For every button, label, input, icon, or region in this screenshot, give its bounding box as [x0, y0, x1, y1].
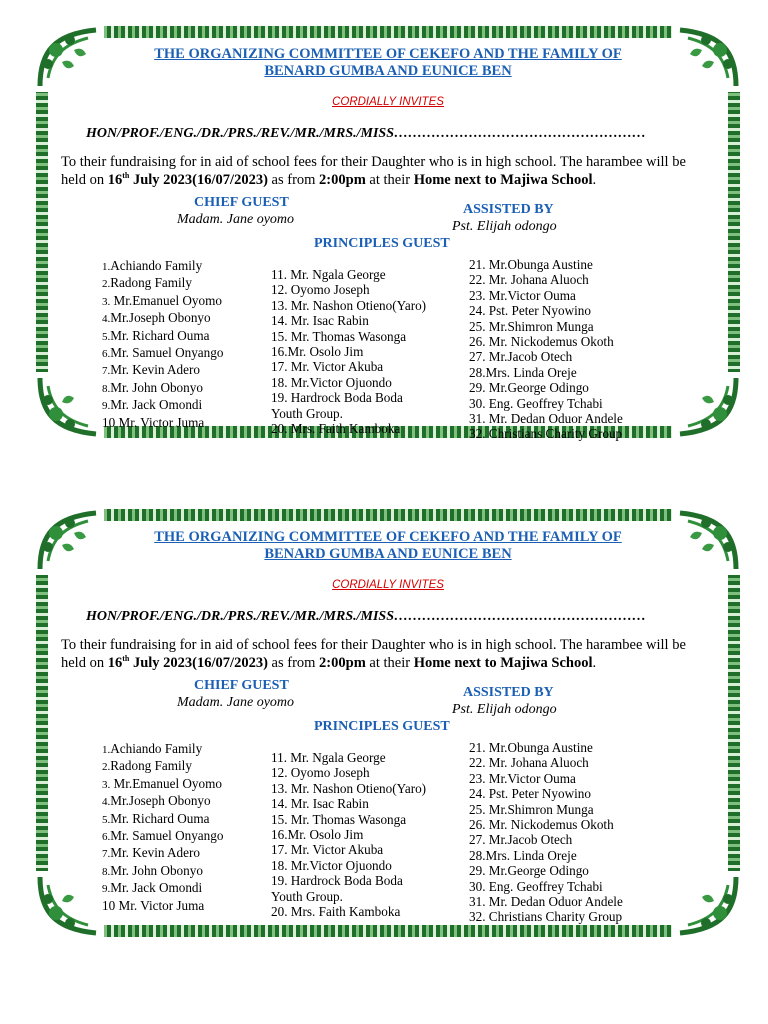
- invitation-card-2: [34, 505, 742, 941]
- guest-item: 11. Mr. Ngala George: [271, 267, 386, 282]
- guest-number: 5.: [102, 813, 111, 826]
- guest-number: 9.: [102, 883, 111, 896]
- principles-guest-label: PRINCIPLES GUEST: [314, 236, 450, 251]
- guest-number: 5.: [102, 330, 111, 343]
- body-text-1: To their fundraising for in aid of school fees for their Daughter who is in high school. The harambee will be held on: [61, 154, 686, 188]
- invitation-body: [61, 156, 702, 187]
- date-suffix: th: [122, 654, 130, 663]
- assisted-by-name: Pst. Elijah odongo: [452, 219, 557, 234]
- guest-item: 28.Mrs. Linda Oreje: [469, 364, 577, 380]
- invitation-title: [114, 46, 662, 80]
- guest-item: 18. Mr.Victor Ojuondo: [271, 857, 392, 873]
- guest-item: [102, 380, 223, 397]
- guest-item: 28.Mrs. Linda Oreje: [469, 847, 577, 863]
- corner-ornament-icon: [672, 871, 742, 941]
- chief-guest-label: CHIEF GUEST: [194, 195, 289, 210]
- guest-number: 9.: [102, 400, 111, 413]
- guest-item: [102, 415, 223, 432]
- guest-item: 22. Mr. Johana Aluoch: [469, 272, 589, 288]
- guest-name: Mr. Kevin Adero: [110, 362, 200, 378]
- guest-item: [102, 776, 223, 793]
- guest-item: [102, 828, 223, 845]
- guest-name: 10 Mr. Victor Juma: [102, 414, 205, 430]
- guest-item: [102, 898, 223, 915]
- guest-number: 3.: [102, 778, 111, 791]
- guest-item: 18. Mr.Victor Ojuondo: [271, 374, 392, 390]
- guest-item: 12. Oyomo Joseph: [271, 765, 370, 781]
- guest-number: 2.: [102, 278, 111, 291]
- guest-list-column-2: [271, 267, 436, 436]
- guest-name: Mr. John Obonyo: [110, 862, 203, 878]
- guest-item: 23. Mr.Victor Ouma: [469, 770, 576, 786]
- guest-name: Mr.Joseph Obonyo: [110, 310, 211, 326]
- guest-item: 13. Mr. Nashon Otieno(Yaro): [271, 780, 427, 796]
- event-venue: Home next to Majiwa School: [413, 655, 593, 671]
- guest-item: [102, 793, 223, 810]
- salutation-line: HON/PROF./ENG./DR./PRS./REV./MR./MRS./MISS………………………………………………: [86, 126, 646, 141]
- chief-guest-label: CHIEF GUEST: [194, 678, 289, 693]
- guest-item: 11. Mr. Ngala George: [271, 750, 386, 765]
- guest-item: 29. Mr.George Odingo: [469, 380, 589, 396]
- guest-name: Mr. John Obonyo: [110, 379, 203, 395]
- corner-ornament-icon: [34, 372, 104, 442]
- guest-item: 26. Mr. Nickodemus Okoth: [469, 334, 614, 350]
- chief-guest-name: Madam. Jane oyomo: [177, 212, 295, 227]
- guest-item: 21. Mr.Obunga Austine: [469, 740, 593, 755]
- guest-item: [102, 845, 223, 862]
- corner-ornament-icon: [34, 871, 104, 941]
- guest-number: 4.: [102, 313, 111, 326]
- salutation-line: HON/PROF./ENG./DR./PRS./REV./MR./MRS./MISS………………………………………………: [86, 609, 646, 624]
- guest-name: Mr. Kevin Adero: [110, 845, 200, 861]
- guest-list-column-1: [102, 258, 223, 432]
- body-text-3: at their: [365, 172, 414, 188]
- guest-item: 19. Hardrock Boda Boda Youth Group.: [271, 390, 403, 421]
- guest-item: 20. Mrs. Faith Kamboka: [271, 421, 401, 437]
- border-top: [58, 509, 718, 521]
- guest-number: 3.: [102, 295, 111, 308]
- event-time: 2:00pm: [319, 172, 366, 188]
- guest-item: 27. Mr.Jacob Otech: [469, 832, 573, 848]
- invitation-body: [61, 639, 702, 670]
- guest-item: [102, 741, 223, 758]
- guest-item: 30. Eng. Geoffrey Tchabi: [469, 395, 603, 411]
- corner-ornament-icon: [672, 22, 742, 92]
- guest-item: [102, 863, 223, 880]
- guest-name: Mr.Joseph Obonyo: [110, 793, 211, 809]
- guest-item: [102, 328, 223, 345]
- guest-item: 20. Mrs. Faith Kamboka: [271, 904, 401, 920]
- guest-item: 14. Mr. Isac Rabin: [271, 796, 369, 812]
- guest-list-column-1: [102, 741, 223, 915]
- date-rest: July 2023(16/07/2023): [129, 172, 268, 188]
- border-bottom: [58, 925, 718, 937]
- guest-number: 8.: [102, 865, 111, 878]
- guest-number: 7.: [102, 848, 111, 861]
- guest-name: Radong Family: [110, 275, 192, 291]
- body-text-4: .: [592, 655, 597, 671]
- date-day: 16: [107, 172, 123, 188]
- guest-number: 8.: [102, 382, 111, 395]
- guest-list-column-2: [271, 750, 436, 919]
- title-line-2: BENARD GUMBA AND EUNICE BEN: [264, 63, 512, 79]
- body-text-4: .: [592, 172, 597, 188]
- guest-item: [102, 275, 223, 292]
- guest-name: Mr. Jack Omondi: [110, 880, 203, 896]
- title-line-1: THE ORGANIZING COMMITTEE OF CEKEFO AND THE FAMILY OF: [154, 529, 622, 545]
- guest-item: 12. Oyomo Joseph: [271, 282, 370, 298]
- assisted-by-label: ASSISTED BY: [463, 685, 554, 700]
- body-text-3: at their: [365, 655, 414, 671]
- guest-name: Mr. Samuel Onyango: [110, 828, 224, 844]
- guest-number: 6.: [102, 348, 111, 361]
- chief-guest-name: Madam. Jane oyomo: [177, 695, 295, 710]
- invitation-title: [114, 529, 662, 563]
- corner-ornament-icon: [34, 22, 104, 92]
- date-suffix: th: [122, 171, 130, 180]
- date-day: 16: [107, 655, 123, 671]
- guest-item: 29. Mr.George Odingo: [469, 863, 589, 879]
- guest-item: [102, 880, 223, 897]
- guest-name: Mr. Jack Omondi: [110, 397, 203, 413]
- guest-item: 17. Mr. Victor Akuba: [271, 842, 384, 858]
- guest-name: 10 Mr. Victor Juma: [102, 897, 205, 913]
- cordially-invites: CORDIALLY INVITES: [332, 96, 444, 108]
- event-venue: Home next to Majiwa School: [413, 172, 593, 188]
- guest-item: 23. Mr.Victor Ouma: [469, 287, 576, 303]
- event-date: [108, 655, 268, 671]
- guest-number: 4.: [102, 796, 111, 809]
- corner-ornament-icon: [672, 505, 742, 575]
- guest-item: 16.Mr. Osolo Jim: [271, 827, 364, 843]
- principles-guest-label: PRINCIPLES GUEST: [314, 719, 450, 734]
- guest-item: 15. Mr. Thomas Wasonga: [271, 811, 407, 827]
- body-text-2: as from: [267, 655, 320, 671]
- assisted-by-name: Pst. Elijah odongo: [452, 702, 557, 717]
- cordially-invites: CORDIALLY INVITES: [332, 579, 444, 591]
- guest-item: 13. Mr. Nashon Otieno(Yaro): [271, 297, 427, 313]
- guest-item: 26. Mr. Nickodemus Okoth: [469, 817, 614, 833]
- guest-item: 25. Mr.Shimron Munga: [469, 801, 594, 817]
- guest-item: [102, 362, 223, 379]
- guest-item: [102, 310, 223, 327]
- guest-item: [102, 397, 223, 414]
- guest-item: 27. Mr.Jacob Otech: [469, 349, 573, 365]
- guest-item: 22. Mr. Johana Aluoch: [469, 755, 589, 771]
- event-date: [108, 172, 268, 188]
- guest-item: 24. Pst. Peter Nyowino: [469, 303, 591, 319]
- title-line-1: THE ORGANIZING COMMITTEE OF CEKEFO AND THE FAMILY OF: [154, 46, 622, 62]
- guest-item: [102, 345, 223, 362]
- guest-name: Mr.Emanuel Oyomo: [110, 775, 222, 791]
- guest-item: [102, 811, 223, 828]
- guest-list-column-3: [469, 740, 623, 925]
- guest-item: 14. Mr. Isac Rabin: [271, 313, 369, 329]
- date-rest: July 2023(16/07/2023): [129, 655, 268, 671]
- title-line-2: BENARD GUMBA AND EUNICE BEN: [264, 546, 512, 562]
- corner-ornament-icon: [34, 505, 104, 575]
- guest-name: Mr.Emanuel Oyomo: [110, 292, 222, 308]
- border-top: [58, 26, 718, 38]
- guest-item: 32. Christians Charity Group: [469, 426, 623, 442]
- guest-number: 2.: [102, 761, 111, 774]
- guest-number: 7.: [102, 365, 111, 378]
- guest-item: 16.Mr. Osolo Jim: [271, 344, 364, 360]
- guest-item: 31. Mr. Dedan Oduor Andele: [469, 894, 623, 910]
- event-time: 2:00pm: [319, 655, 366, 671]
- guest-name: Achiando Family: [110, 741, 203, 756]
- guest-number: 6.: [102, 831, 111, 844]
- guest-item: [102, 258, 223, 275]
- corner-ornament-icon: [672, 372, 742, 442]
- body-text-1: To their fundraising for in aid of school fees for their Daughter who is in high school. The harambee will be held on: [61, 637, 686, 671]
- guest-number: 1.: [102, 744, 111, 756]
- guest-item: 17. Mr. Victor Akuba: [271, 359, 384, 375]
- guest-item: 30. Eng. Geoffrey Tchabi: [469, 878, 603, 894]
- invitation-card-1: [34, 22, 742, 442]
- guest-name: Mr. Samuel Onyango: [110, 345, 224, 361]
- guest-item: 21. Mr.Obunga Austine: [469, 257, 593, 272]
- guest-item: [102, 293, 223, 310]
- guest-list-column-3: [469, 257, 623, 442]
- guest-item: [102, 758, 223, 775]
- guest-name: Mr. Richard Ouma: [110, 810, 210, 826]
- guest-item: 31. Mr. Dedan Oduor Andele: [469, 411, 623, 427]
- guest-item: 25. Mr.Shimron Munga: [469, 318, 594, 334]
- guest-item: 32. Christians Charity Group: [469, 909, 623, 925]
- guest-number: 1.: [102, 261, 111, 273]
- guest-name: Mr. Richard Ouma: [110, 327, 210, 343]
- guest-name: Achiando Family: [110, 258, 203, 273]
- guest-item: 19. Hardrock Boda Boda Youth Group.: [271, 873, 403, 904]
- guest-item: 24. Pst. Peter Nyowino: [469, 786, 591, 802]
- assisted-by-label: ASSISTED BY: [463, 202, 554, 217]
- body-text-2: as from: [267, 172, 320, 188]
- guest-item: 15. Mr. Thomas Wasonga: [271, 328, 407, 344]
- guest-name: Radong Family: [110, 758, 192, 774]
